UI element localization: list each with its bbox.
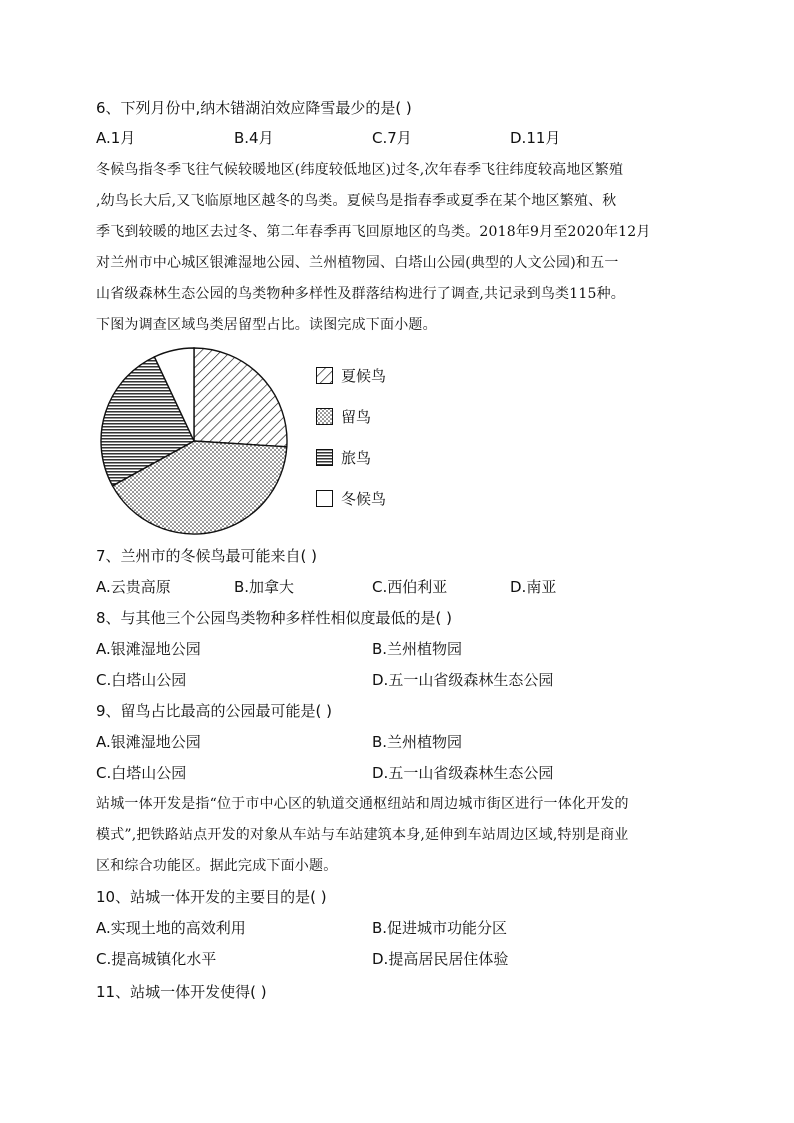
passage2-line-3: 区和综合功能区。据此完成下面小题。 — [96, 858, 338, 874]
q10-option-d: D.提高居民居住体验 — [372, 950, 509, 968]
q6-option-d: D.11月 — [510, 129, 561, 147]
residence-type-pie-chart — [98, 345, 290, 537]
q8-option-b: B.兰州植物园 — [372, 640, 463, 658]
legend-swatch-blank-icon — [316, 490, 333, 507]
legend-label-winter: 冬候鸟 — [341, 490, 387, 508]
passage1-line-4: 对兰州市中心城区银滩湿地公园、兰州植物园、白塔山公园(典型的人文公园)和五一 — [96, 255, 619, 271]
q8-option-a: A.银滩湿地公园 — [96, 640, 201, 658]
q9-option-b: B.兰州植物园 — [372, 733, 463, 751]
question-11-stem: 11、站城一体开发使得( ) — [96, 983, 267, 1001]
q10-option-b: B.促进城市功能分区 — [372, 919, 508, 937]
q7-option-b: B.加拿大 — [234, 578, 295, 596]
q7-option-d: D.南亚 — [510, 578, 557, 596]
legend-swatch-dotted-icon — [316, 408, 333, 425]
legend-label-passage: 旅鸟 — [341, 449, 372, 467]
q7-option-c: C.西伯利亚 — [372, 578, 448, 596]
question-8-stem: 8、与其他三个公园鸟类物种多样性相似度最低的是( ) — [96, 609, 453, 627]
q6-option-a: A.1月 — [96, 129, 136, 147]
question-9-stem: 9、留鸟占比最高的公园最可能是( ) — [96, 702, 333, 720]
q6-option-b: B.4月 — [234, 129, 274, 147]
question-7-stem: 7、兰州市的冬候鸟最可能来自( ) — [96, 547, 318, 565]
q10-option-c: C.提高城镇化水平 — [96, 950, 217, 968]
q6-option-c: C.7月 — [372, 129, 412, 147]
q9-option-a: A.银滩湿地公园 — [96, 733, 201, 751]
legend-swatch-diagonal-icon — [316, 367, 333, 384]
passage1-line-6: 下图为调查区域鸟类居留型占比。读图完成下面小题。 — [96, 317, 437, 333]
legend-swatch-horizontal-lines-icon — [316, 449, 333, 466]
legend-label-resident: 留鸟 — [341, 408, 372, 426]
q7-option-a: A.云贵高原 — [96, 578, 171, 596]
legend-label-summer: 夏候鸟 — [341, 367, 387, 385]
q9-option-c: C.白塔山公园 — [96, 764, 187, 782]
passage1-line-2: ,幼鸟长大后,又飞临原地区越冬的鸟类。夏候鸟是指春季或夏季在某个地区繁殖、秋 — [96, 193, 617, 209]
pie-slice-summer — [194, 348, 287, 447]
q9-option-d: D.五一山省级森林生态公园 — [372, 764, 554, 782]
passage1-line-5: 山省级森林生态公园的鸟类物种多样性及群落结构进行了调查,共记录到鸟类115种。 — [96, 286, 625, 302]
q10-option-a: A.实现土地的高效利用 — [96, 919, 246, 937]
passage2-line-2: 模式”,把铁路站点开发的对象从车站与车站建筑本身,延伸到车站周边区域,特别是商业 — [96, 827, 629, 843]
passage1-line-3: 季飞到较暖的地区去过冬、第二年春季再飞回原地区的鸟类。2018年9月至2020年12月 — [96, 224, 651, 240]
passage1-line-1: 冬候鸟指冬季飞往气候较暖地区(纬度较低地区)过冬,次年春季飞往纬度较高地区繁殖 — [96, 162, 624, 178]
q8-option-d: D.五一山省级森林生态公园 — [372, 671, 554, 689]
q8-option-c: C.白塔山公园 — [96, 671, 187, 689]
question-10-stem: 10、站城一体开发的主要目的是( ) — [96, 888, 327, 906]
question-6-stem: 6、下列月份中,纳木错湖泊效应降雪最少的是( ) — [96, 99, 412, 117]
passage2-line-1: 站城一体开发是指“位于市中心区的轨道交通枢纽站和周边城市街区进行一体化开发的 — [96, 796, 629, 812]
